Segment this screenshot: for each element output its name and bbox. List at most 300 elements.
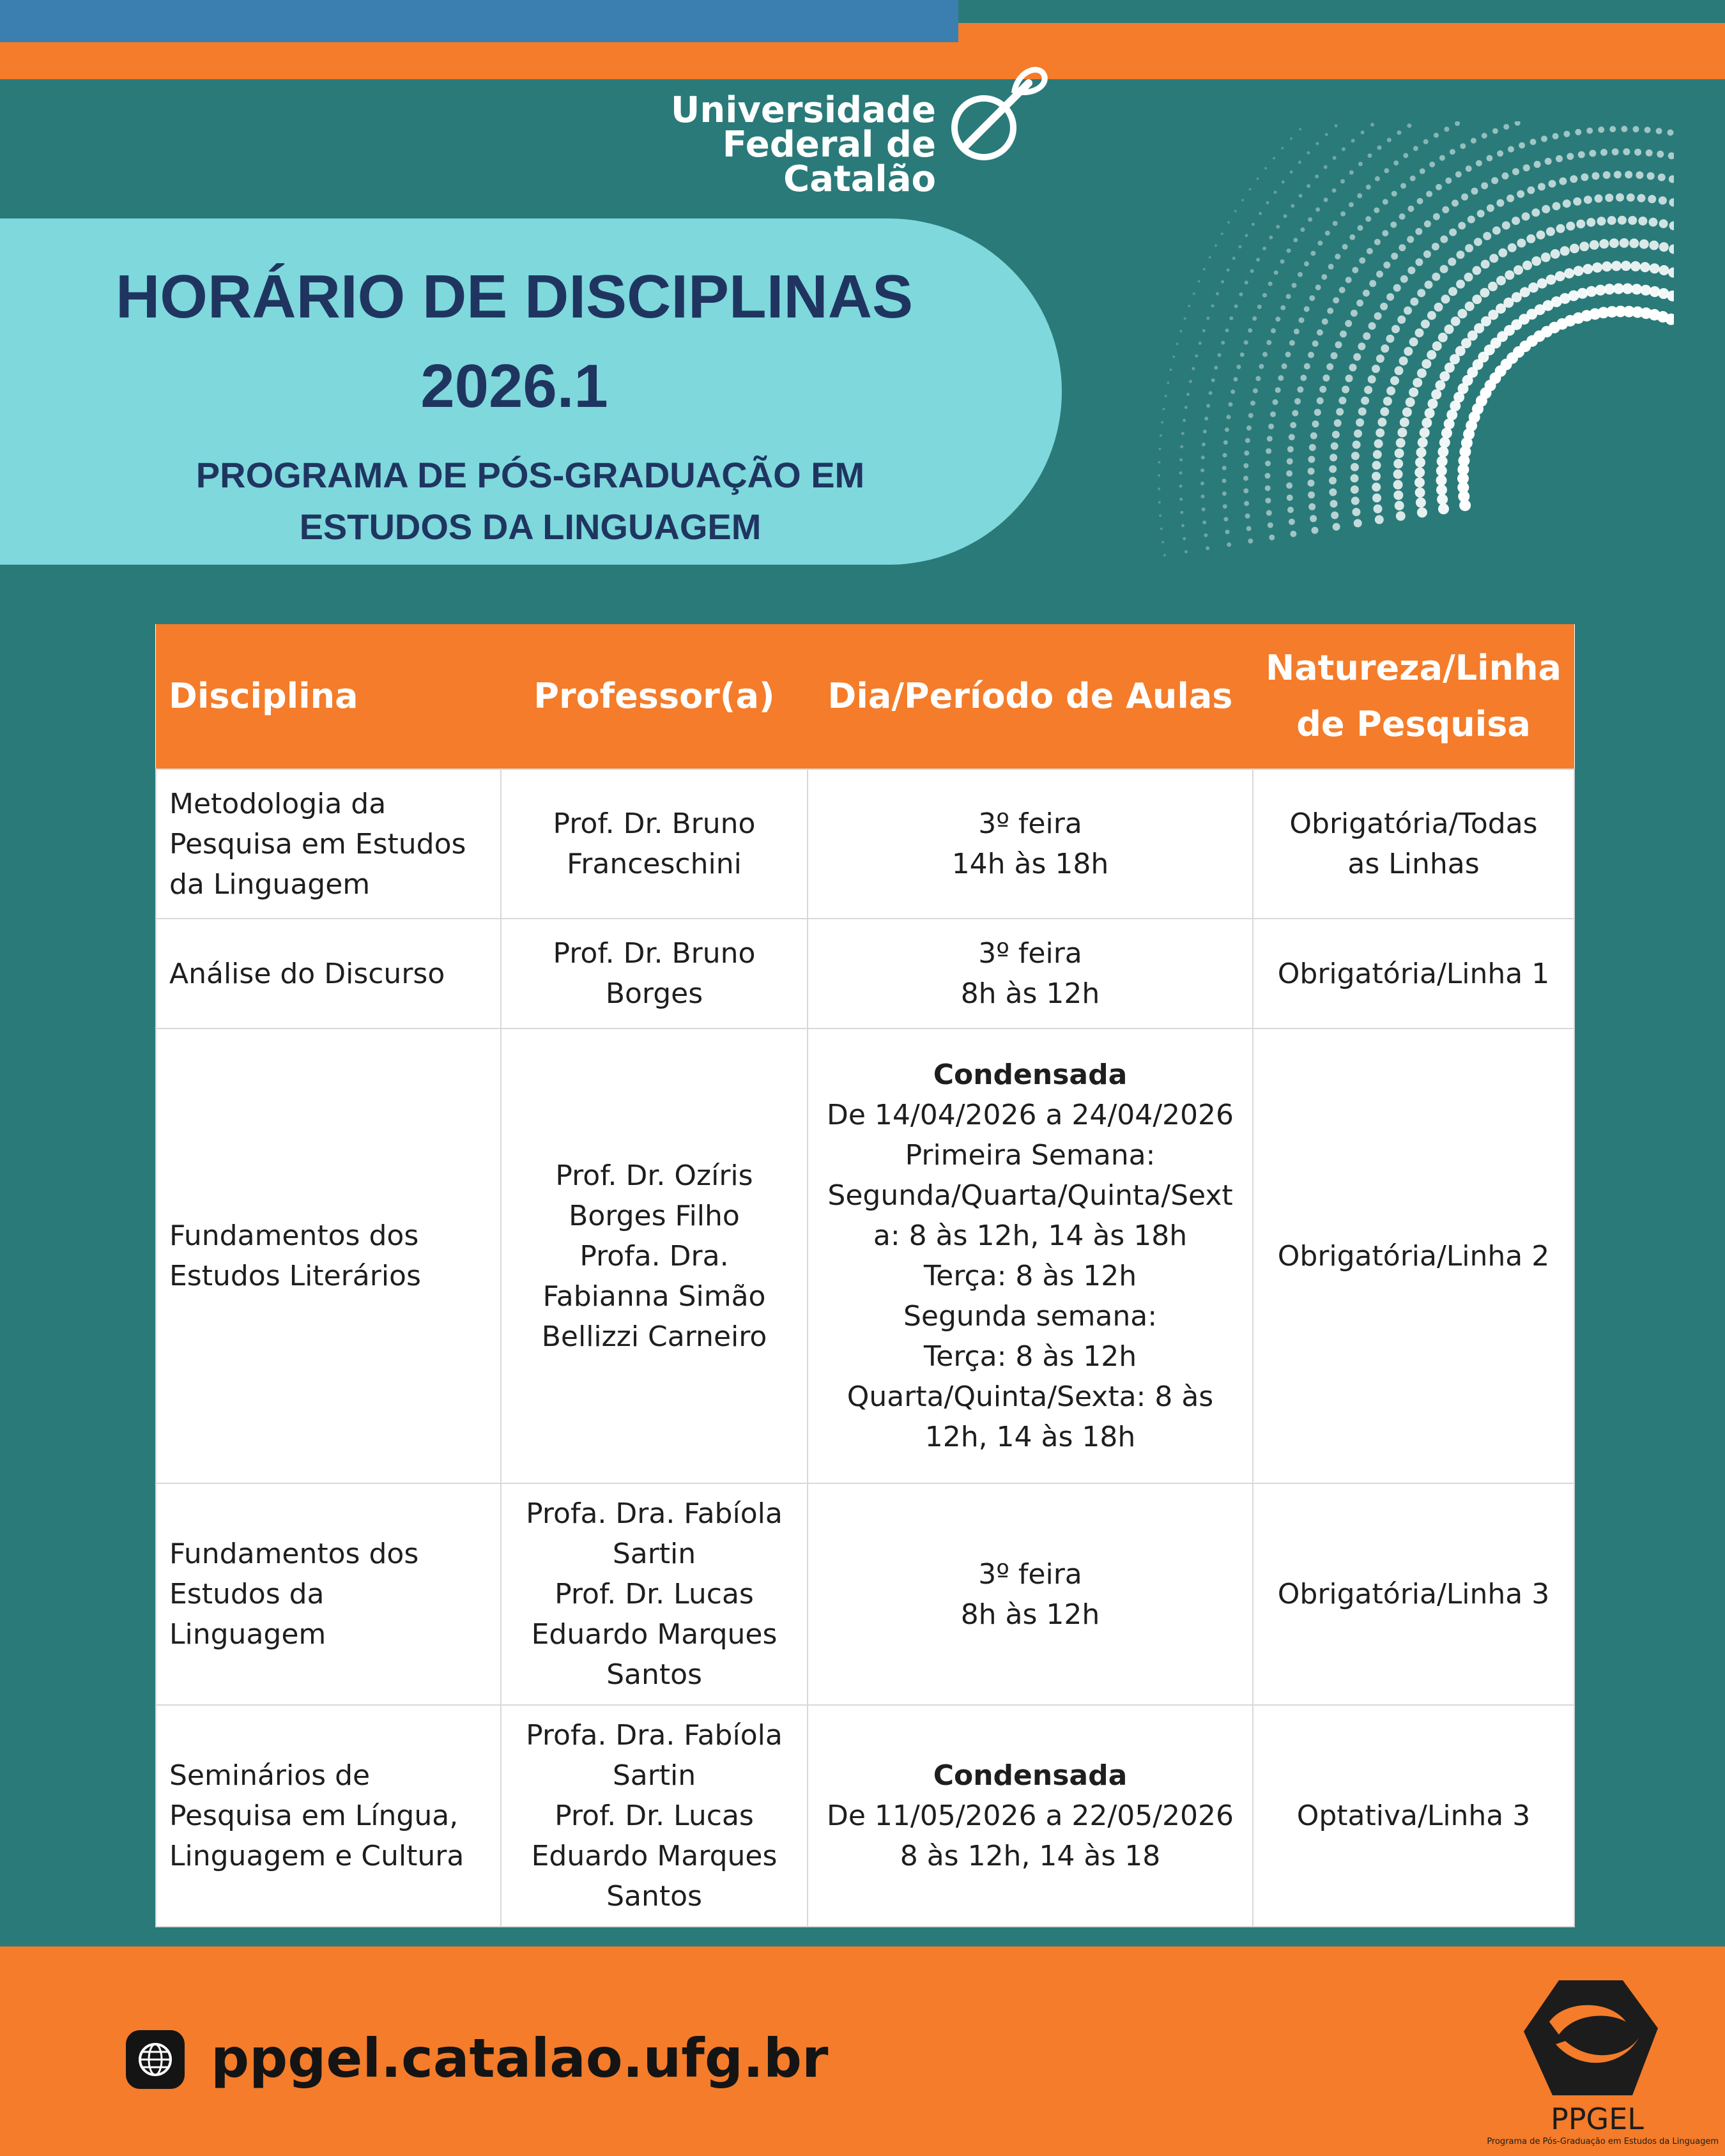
decorative-dot xyxy=(1325,133,1328,136)
decorative-dot xyxy=(1308,468,1315,475)
decorative-dot xyxy=(1530,139,1537,145)
decorative-dot xyxy=(1491,177,1498,184)
decorative-dot xyxy=(1399,244,1406,251)
cell-dia-periodo xyxy=(808,1705,1253,1927)
decorative-dot xyxy=(1179,485,1183,488)
cell-disciplina-line: Pesquisa em Língua, xyxy=(169,1800,459,1832)
decorative-dot xyxy=(1471,188,1478,195)
decorative-dot xyxy=(1287,458,1293,464)
decorative-dot xyxy=(1238,245,1241,248)
decorative-dot xyxy=(1551,249,1560,259)
decorative-dot xyxy=(1351,463,1359,471)
decorative-dot xyxy=(1250,401,1255,406)
decorative-dot xyxy=(1432,273,1440,281)
decorative-dot xyxy=(1222,478,1227,483)
decorative-dot xyxy=(1497,150,1503,157)
decorative-dot xyxy=(1308,491,1315,498)
decorative-dot xyxy=(1498,248,1507,257)
cell-professor-line: Prof. Dr. Bruno xyxy=(553,807,756,840)
decorative-dot xyxy=(1243,488,1248,493)
decorative-dot xyxy=(1586,128,1593,134)
program-name-line-1: PROGRAMA DE PÓS-GRADUAÇÃO EM xyxy=(195,455,865,495)
decorative-dot xyxy=(1382,230,1388,236)
decorative-dot xyxy=(1375,176,1380,181)
decorative-dot xyxy=(1541,252,1551,262)
decorative-dot xyxy=(1271,328,1276,333)
table-row xyxy=(156,1483,1574,1705)
decorative-dot xyxy=(1307,184,1310,188)
decorative-dot xyxy=(1425,408,1435,418)
decorative-dot xyxy=(1377,146,1382,150)
decorative-dot xyxy=(1466,165,1472,172)
decorative-dot xyxy=(1472,266,1481,275)
decorative-dot xyxy=(1181,432,1184,435)
cell-dia-periodo-line: Terça: 8 às 12h xyxy=(923,1260,1137,1292)
decorative-dot xyxy=(1292,410,1298,417)
decorative-dot xyxy=(1269,535,1275,540)
decorative-dot xyxy=(1427,311,1436,320)
decorative-dot xyxy=(1577,288,1588,299)
decorative-dot xyxy=(1264,167,1267,169)
decorative-dot xyxy=(1259,212,1262,215)
decorative-dot xyxy=(1437,494,1448,505)
decorative-dot xyxy=(1646,149,1653,157)
decorative-dot xyxy=(1636,171,1643,179)
decorative-dot xyxy=(1537,231,1545,240)
decorative-dot xyxy=(1300,227,1305,232)
decorative-dot xyxy=(1570,175,1577,183)
decorative-dot xyxy=(1584,195,1592,204)
decorative-dot xyxy=(1496,199,1504,207)
decorative-dot xyxy=(1294,328,1300,334)
decorative-dot xyxy=(1312,340,1319,347)
decorative-dot xyxy=(1221,280,1224,284)
decorative-dot xyxy=(1545,158,1552,165)
decorative-dot xyxy=(1566,222,1575,231)
decorative-dot xyxy=(1201,494,1205,498)
decorative-dot xyxy=(1274,270,1278,275)
table-row xyxy=(156,1028,1574,1483)
decorative-dot xyxy=(1627,194,1635,202)
decorative-dot xyxy=(1336,408,1344,416)
program-name-line-2: ESTUDOS DA LINGUAGEM xyxy=(299,507,762,547)
decorative-dot xyxy=(1616,194,1624,202)
decorative-dot xyxy=(1265,485,1271,491)
decorative-dot xyxy=(1218,353,1222,357)
decorative-dot xyxy=(1230,390,1235,394)
decorative-dot xyxy=(1304,261,1309,266)
decorative-dot xyxy=(1393,470,1403,479)
decorative-dot xyxy=(1387,138,1392,142)
cell-professor-line: Santos xyxy=(606,1658,702,1691)
decorative-dot xyxy=(1386,386,1395,395)
decorative-dot xyxy=(1198,280,1200,282)
decorative-dot xyxy=(1374,239,1381,245)
decorative-dot xyxy=(1390,376,1399,385)
decorative-dot xyxy=(1287,248,1291,253)
decorative-dot xyxy=(1667,130,1674,136)
decorative-dot xyxy=(1460,143,1466,149)
decorative-dot xyxy=(1308,352,1314,358)
decorative-dot xyxy=(1358,408,1367,416)
decorative-dot xyxy=(1552,133,1559,139)
cell-dia-periodo xyxy=(808,769,1253,919)
decorative-dot xyxy=(1393,160,1399,165)
decorative-dot xyxy=(1370,123,1374,126)
decorative-dot xyxy=(1559,178,1567,185)
decorative-dot xyxy=(1188,305,1190,307)
decorative-dot xyxy=(1648,195,1656,203)
decorative-dot xyxy=(1560,246,1570,256)
cell-disciplina-line: Análise do Discurso xyxy=(169,957,445,990)
decorative-dot xyxy=(1483,232,1491,240)
decorative-dot xyxy=(1315,174,1319,178)
decorative-dot xyxy=(1386,335,1394,343)
decorative-dot xyxy=(1549,180,1556,188)
university-logo xyxy=(670,89,1048,200)
decorative-dot xyxy=(1291,204,1294,208)
decorative-dot xyxy=(1163,554,1166,556)
decorative-dot xyxy=(1330,454,1337,461)
decorative-dot xyxy=(1415,228,1422,235)
cell-dia-periodo-line: 3º feira xyxy=(978,937,1082,970)
decorative-dot xyxy=(1441,294,1450,303)
decorative-dot xyxy=(1436,466,1447,477)
decorative-dot xyxy=(1599,239,1609,248)
decorative-dot xyxy=(1223,440,1228,445)
decorative-dot xyxy=(1273,157,1275,160)
decorative-dot xyxy=(1252,316,1257,321)
decorative-dot xyxy=(1489,254,1498,263)
decorative-dot xyxy=(1165,395,1167,397)
cell-disciplina xyxy=(156,769,501,919)
decorative-dot xyxy=(1253,388,1258,394)
decorative-dot xyxy=(1202,521,1206,524)
decorative-dot xyxy=(1270,411,1276,417)
decorative-dot xyxy=(1286,482,1292,489)
decorative-dot xyxy=(1222,491,1227,496)
decorative-dot xyxy=(1287,446,1294,452)
decorative-dot xyxy=(1418,438,1428,448)
cell-natureza-line: as Linhas xyxy=(1347,848,1480,880)
decorative-dot xyxy=(1407,266,1415,274)
table-row xyxy=(156,769,1574,919)
decorative-dot xyxy=(1404,307,1412,315)
decorative-dot xyxy=(1630,261,1641,271)
column-header-natureza-line-2: de Pesquisa xyxy=(1296,704,1531,744)
decorative-dot xyxy=(1202,443,1206,447)
cell-dia-periodo xyxy=(808,1483,1253,1705)
table-header-row xyxy=(156,624,1574,769)
decorative-dot xyxy=(1612,148,1619,155)
cell-disciplina-line: Estudos Literários xyxy=(169,1260,421,1292)
decorative-dot xyxy=(1161,421,1163,424)
column-header-disciplina: Disciplina xyxy=(156,624,501,769)
decorative-dot xyxy=(1352,508,1360,516)
decorative-dot xyxy=(1265,461,1271,466)
decorative-dot xyxy=(1170,369,1172,371)
decorative-dot xyxy=(1602,261,1612,271)
decorative-dot xyxy=(1158,501,1161,503)
decorative-dot xyxy=(1268,523,1273,528)
cell-disciplina-line: Linguagem xyxy=(169,1618,326,1651)
decorative-dot xyxy=(1202,329,1206,332)
decorative-dot xyxy=(1414,468,1425,478)
decorative-dot xyxy=(1284,214,1287,218)
decorative-dot xyxy=(1243,476,1248,481)
decorative-dot xyxy=(1297,386,1303,393)
decorative-dot xyxy=(1439,437,1450,448)
decorative-dot xyxy=(1287,507,1294,513)
decorative-dot xyxy=(1266,340,1271,345)
university-name xyxy=(670,89,936,200)
decorative-dot xyxy=(1290,531,1296,537)
decorative-dot xyxy=(1180,511,1183,514)
decorative-dot xyxy=(1590,240,1599,250)
decorative-dot xyxy=(1351,497,1360,505)
cell-professor-line: Borges Filho xyxy=(569,1199,740,1232)
cell-disciplina-line: Fundamentos dos xyxy=(169,1538,419,1570)
decorative-dot xyxy=(1163,408,1165,410)
cell-professor-line: Fabianna Simão xyxy=(542,1280,766,1313)
decorative-dot xyxy=(1436,475,1447,486)
decorative-dot xyxy=(1278,375,1284,381)
decorative-dot xyxy=(1256,258,1260,262)
decorative-dot xyxy=(1573,197,1581,206)
website-link[interactable]: ppgel.catalao.ufg.br xyxy=(211,2027,829,2090)
decorative-dot xyxy=(1656,128,1662,134)
decorative-dot xyxy=(1359,257,1365,264)
cell-disciplina-line: Metodologia da xyxy=(169,787,387,820)
decorative-dot xyxy=(1255,376,1261,381)
decorative-dot xyxy=(1308,480,1315,487)
top-blue-stripe xyxy=(0,0,958,42)
decorative-dot xyxy=(1579,241,1589,251)
decorative-dot xyxy=(1464,273,1473,282)
decorative-dot xyxy=(1268,424,1274,429)
decorative-dot xyxy=(1393,459,1403,468)
decorative-dot xyxy=(1312,420,1319,427)
cell-natureza-line: Obrigatória/Linha 1 xyxy=(1277,957,1550,990)
decorative-dot xyxy=(1368,375,1376,383)
decorative-dot xyxy=(1438,447,1448,457)
decorative-dot xyxy=(1592,263,1602,273)
decorative-dot xyxy=(1416,447,1427,457)
cell-dia-periodo-line: 3º feira xyxy=(978,807,1082,840)
table-row xyxy=(156,919,1574,1028)
decorative-dot xyxy=(1376,271,1383,278)
decorative-dot xyxy=(1481,260,1490,269)
cell-dia-periodo-line: Segunda semana: xyxy=(903,1300,1158,1333)
decorative-dot xyxy=(1400,183,1406,188)
cell-dia-periodo-line: a: 8 às 12h, 14 às 18h xyxy=(873,1219,1188,1252)
decorative-dot xyxy=(1181,524,1184,527)
decorative-dot xyxy=(1429,162,1435,167)
decorative-dot xyxy=(1433,213,1440,220)
decorative-dot xyxy=(1455,121,1460,126)
decorative-dot xyxy=(1334,419,1342,427)
decorative-dot xyxy=(1246,526,1252,531)
decorative-dot xyxy=(1158,448,1161,450)
decorative-dot xyxy=(1280,305,1285,310)
decorative-dot xyxy=(1229,402,1233,407)
decorative-dot xyxy=(1629,238,1639,248)
decorative-dot xyxy=(1400,418,1409,427)
decorative-dot xyxy=(1232,257,1236,260)
decorative-dot xyxy=(1523,164,1530,171)
decorative-dot xyxy=(1417,289,1425,297)
decorative-dot xyxy=(1358,162,1363,166)
decorative-dot xyxy=(1273,399,1278,405)
cell-dia-periodo-line: 14h às 18h xyxy=(951,848,1109,880)
decorative-dot xyxy=(1331,352,1338,359)
decorative-dot xyxy=(1321,274,1327,280)
decorative-dot xyxy=(1578,151,1585,158)
decorative-dot xyxy=(1315,208,1320,212)
decorative-dot xyxy=(1184,550,1188,553)
decorative-dot xyxy=(1598,126,1604,133)
decorative-dot xyxy=(1633,126,1639,132)
decorative-dot xyxy=(1644,126,1651,133)
decorative-dot xyxy=(1340,179,1345,183)
cell-dia-periodo-line: Terça: 8 às 12h xyxy=(923,1340,1137,1373)
decorative-dot xyxy=(1368,322,1376,330)
decorative-dot xyxy=(1286,294,1291,299)
decorative-dot xyxy=(1482,133,1487,139)
decorative-dot xyxy=(1486,155,1492,162)
decorative-dot xyxy=(1183,537,1186,540)
column-header-natureza-line-1: Natureza/Linha xyxy=(1266,648,1561,688)
decorative-dot xyxy=(1403,153,1408,158)
cell-professor-line: Sartin xyxy=(612,1759,696,1792)
decorative-dot xyxy=(1623,148,1630,155)
decorative-dot xyxy=(1427,350,1436,360)
decorative-dot xyxy=(1369,280,1376,287)
decorative-dot xyxy=(1330,500,1338,508)
decorative-dot xyxy=(1492,226,1501,234)
decorative-dot xyxy=(1414,477,1425,487)
decorative-dot xyxy=(1413,378,1422,388)
decorative-dot xyxy=(1202,507,1206,511)
decorative-dot xyxy=(1281,147,1284,149)
decorative-dot xyxy=(1346,277,1352,283)
decorative-dot xyxy=(1434,303,1443,312)
decorative-dot xyxy=(1658,174,1666,181)
decorative-dot xyxy=(1211,304,1215,307)
decorative-dot xyxy=(1342,148,1346,151)
decorative-dot xyxy=(1299,317,1305,323)
decorative-dot xyxy=(1333,221,1338,226)
decorative-dot xyxy=(1634,149,1641,156)
decorative-dot xyxy=(1268,282,1273,286)
decorative-dot xyxy=(1372,365,1380,373)
decorative-dot xyxy=(1461,194,1468,201)
decorative-dot xyxy=(1199,342,1202,345)
decorative-dot xyxy=(1649,241,1659,250)
decorative-dot xyxy=(1361,130,1365,134)
decorative-dot xyxy=(1508,243,1517,252)
decorative-dot xyxy=(1335,341,1342,348)
decorative-dot xyxy=(1294,398,1301,404)
decorative-dot xyxy=(1546,275,1556,285)
decorative-dot xyxy=(1179,498,1183,501)
decorative-dot xyxy=(1259,364,1264,369)
decorative-dot xyxy=(1614,171,1621,178)
decorative-dot xyxy=(1240,353,1245,357)
cell-disciplina-line: Seminários de xyxy=(169,1759,371,1792)
cell-disciplina-line: Pesquisa em Estudos xyxy=(169,827,466,860)
decorative-dot xyxy=(1310,515,1317,522)
globe-icon xyxy=(126,2030,185,2089)
decorative-dot xyxy=(1158,461,1160,464)
decorative-dot xyxy=(1322,318,1328,325)
decorative-dot xyxy=(1349,171,1354,175)
decorative-dot xyxy=(1425,280,1433,289)
decorative-dot xyxy=(1390,222,1397,228)
cell-professor xyxy=(501,1705,808,1927)
decorative-dot xyxy=(1366,185,1371,190)
cell-dia-periodo-line: Segunda/Quarta/Quinta/Sext xyxy=(827,1179,1233,1212)
decorative-dot xyxy=(1179,330,1182,332)
decorative-dot xyxy=(1266,510,1272,516)
decorative-dot xyxy=(1372,483,1381,492)
decorative-dot xyxy=(1353,441,1361,449)
cell-disciplina-line: Linguagem e Cultura xyxy=(169,1840,464,1872)
decorative-dot xyxy=(1280,259,1285,264)
decorative-dot xyxy=(1215,244,1217,247)
decorative-dot xyxy=(1450,149,1455,155)
decorative-dot xyxy=(1282,363,1287,369)
decorative-dot xyxy=(1567,153,1574,160)
decorative-dot xyxy=(1417,507,1427,517)
decorative-dot xyxy=(1438,503,1449,514)
decorative-dot xyxy=(1267,436,1273,441)
cell-disciplina-line: da Linguagem xyxy=(169,868,371,901)
decorative-dot xyxy=(1435,380,1445,390)
cell-dia-periodo-line: De 11/05/2026 a 22/05/2026 xyxy=(826,1800,1234,1832)
decorative-dot xyxy=(1506,195,1514,203)
decorative-dot xyxy=(1609,126,1616,132)
cell-professor-line: Eduardo Marques xyxy=(531,1840,778,1872)
decorative-dot xyxy=(1668,268,1674,278)
decorative-dot xyxy=(1538,183,1545,190)
decorative-dot xyxy=(1186,393,1190,396)
decorative-dot xyxy=(1269,236,1273,240)
decorative-dot xyxy=(1265,498,1271,503)
decorative-dot xyxy=(1239,293,1243,296)
decorative-dot xyxy=(1402,408,1412,417)
cell-professor-line: Prof. Dr. Lucas xyxy=(555,1578,754,1610)
decorative-dot xyxy=(1600,149,1607,156)
decorative-dot xyxy=(1257,305,1262,309)
schedule-table xyxy=(155,624,1575,1927)
decorative-dot xyxy=(1326,363,1333,371)
decorative-dot xyxy=(1406,397,1415,407)
decorative-dot xyxy=(1333,523,1340,531)
decorative-dot xyxy=(1329,465,1337,473)
ppgel-name: PPGEL xyxy=(1551,2102,1644,2136)
decorative-dot xyxy=(1189,380,1192,383)
decorative-dot xyxy=(1310,251,1315,256)
decorative-dot xyxy=(1396,438,1406,448)
decorative-dot xyxy=(1241,199,1244,201)
cell-natureza xyxy=(1253,1483,1574,1705)
decorative-dot xyxy=(1515,121,1521,126)
decorative-dot xyxy=(1244,450,1249,455)
decorative-dot xyxy=(1172,356,1175,358)
decorative-dot xyxy=(1203,430,1207,434)
decorative-dot xyxy=(1299,194,1303,198)
